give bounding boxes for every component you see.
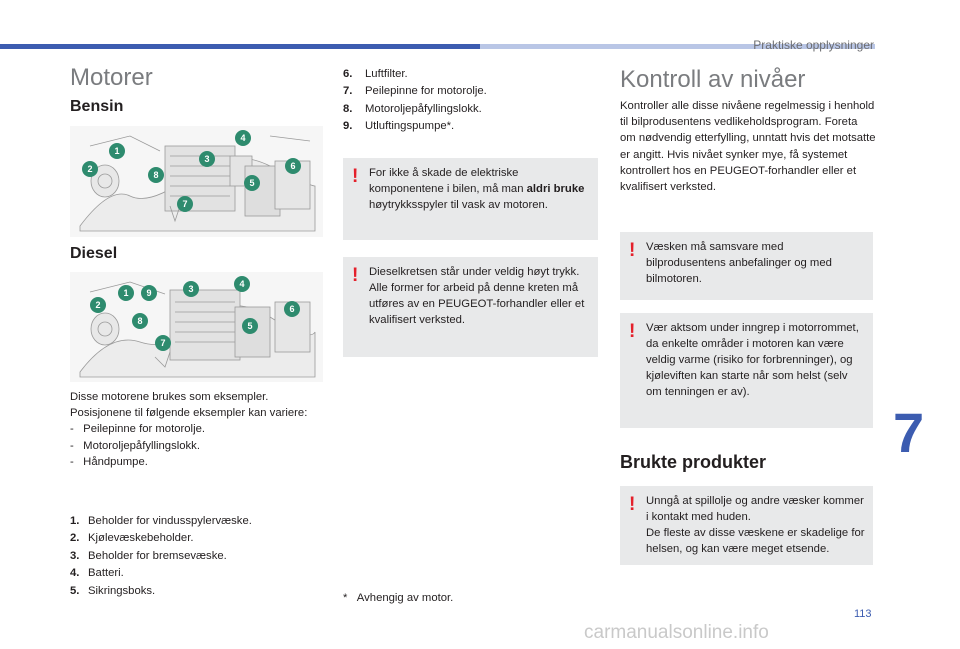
list-item: 7. Peilepinne for motorolje. (343, 85, 487, 98)
page-number: 113 (854, 608, 872, 620)
warning-icon: ! (629, 321, 636, 342)
callout-2 (82, 161, 98, 177)
engines-intro (70, 389, 335, 470)
svg-text:3: 3 (188, 284, 194, 294)
list-item: 2. Kjølevæskebeholder. (70, 532, 194, 545)
callout-8 (148, 167, 164, 183)
svg-text:7: 7 (160, 338, 166, 348)
callout-7 (177, 196, 193, 212)
diesel-engine-illustration (70, 272, 323, 382)
list-item: 4. Batteri. (70, 567, 124, 580)
warning-icon: ! (352, 265, 359, 286)
svg-text:2: 2 (95, 300, 101, 310)
petrol-heading: Bensin (70, 98, 124, 115)
levels-intro: Kontroller alle disse nivåene regelmessig i henhold til bilprodusentens vedlikeholdsprogram. Foreta om nødvendig etterfylling, unntatt hvis det motsatte er angitt. Hvis nivået synker mye, få systemet kontrollert hos en PEUGEOT-forhandler eller et kvalifisert verksted. (620, 100, 876, 194)
callout-6 (285, 158, 301, 174)
warning-icon: ! (629, 240, 636, 261)
callout-1 (109, 143, 125, 159)
callout-5 (242, 318, 258, 334)
callout-2 (90, 297, 106, 313)
list-item: 8. Motoroljepåfyllingslokk. (343, 102, 482, 115)
diesel-heading: Diesel (70, 245, 118, 262)
list-item: 1. Beholder for vindusspylervæske. (70, 515, 252, 527)
header-bar (0, 44, 480, 49)
svg-text:1: 1 (123, 288, 129, 298)
svg-text:6: 6 (289, 304, 295, 314)
component-list-middle (343, 66, 487, 136)
warning-box-fluid: ! Væsken må samsvare med bilprodusentens anbefalinger og med bilmotoren. (620, 232, 873, 300)
list-item: 6. Luftfilter. (343, 68, 408, 80)
callout-1 (118, 285, 134, 301)
list-item: 3. Beholder for bremsevæske. (70, 549, 227, 562)
intro-line: - Motoroljepåfyllingslokk. (70, 439, 200, 452)
svg-text:2: 2 (87, 164, 93, 174)
footnote: * Avhengig av motor. (343, 592, 454, 604)
levels-title: Kontroll av nivåer (620, 66, 806, 93)
intro-line: - Håndpumpe. (70, 455, 148, 468)
list-item: 5. Sikringsboks. (70, 584, 156, 597)
callout-5 (244, 175, 260, 191)
warning-icon: ! (629, 494, 636, 515)
callout-9 (141, 285, 157, 301)
intro-line: - Peilepinne for motorolje. (70, 423, 206, 436)
list-item: 9. Utluftingspumpe*. (343, 120, 455, 133)
callout-3 (183, 281, 199, 297)
warning-box-pressure-washer: ! For ikke å skade de elektriske komponentene i bilen, må man aldri bruke høytrykksspyler til vask av motoren. (343, 158, 598, 240)
petrol-engine-illustration (70, 126, 323, 237)
callout-3 (199, 151, 215, 167)
svg-text:4: 4 (240, 133, 246, 143)
intro-line: Posisjonene til følgende eksempler kan variere: (70, 407, 308, 420)
svg-text:5: 5 (249, 178, 255, 188)
engines-title: Motorer (70, 64, 153, 91)
callout-4 (234, 276, 250, 292)
svg-text:9: 9 (146, 288, 152, 298)
component-list-left (70, 513, 252, 600)
svg-text:4: 4 (239, 279, 245, 289)
section-title: Praktiske opplysninger (753, 38, 874, 52)
warning-box-used-products: ! Unngå at spillolje og andre væsker kommer i kontakt med huden. De fleste av disse væskene er skadelige for helsen, og kan være meget etsende. (620, 486, 873, 565)
watermark: carmanualsonline.info (584, 622, 769, 643)
callout-6 (284, 301, 300, 317)
chapter-number: 7 (893, 401, 925, 464)
svg-text:8: 8 (137, 316, 143, 326)
svg-text:6: 6 (290, 161, 296, 171)
svg-text:8: 8 (153, 170, 159, 180)
callout-8 (132, 313, 148, 329)
warning-box-diesel: ! Dieselkretsen står under veldig høyt trykk. Alle former for arbeid på denne kreten må utføres av en PEUGEOT-forhandler eller et kvalifisert verksted. (343, 257, 598, 357)
svg-text:7: 7 (182, 199, 188, 209)
svg-text:5: 5 (247, 321, 253, 331)
svg-text:3: 3 (204, 154, 210, 164)
warning-box-hot-engine: ! Vær aktsom under inngrep i motorrommet, da enkelte områder i motoren kan være veldig varme (risiko for forbrenninger), og kjøleviften kan starte når som helst (selv om tenningen er av). (620, 313, 873, 428)
warning-icon: ! (352, 166, 359, 187)
callout-4 (235, 130, 251, 146)
intro-line: Disse motorene brukes som eksempler. (70, 391, 269, 403)
callout-7 (155, 335, 171, 351)
used-products-heading: Brukte produkter (620, 452, 767, 472)
svg-text:1: 1 (114, 146, 120, 156)
